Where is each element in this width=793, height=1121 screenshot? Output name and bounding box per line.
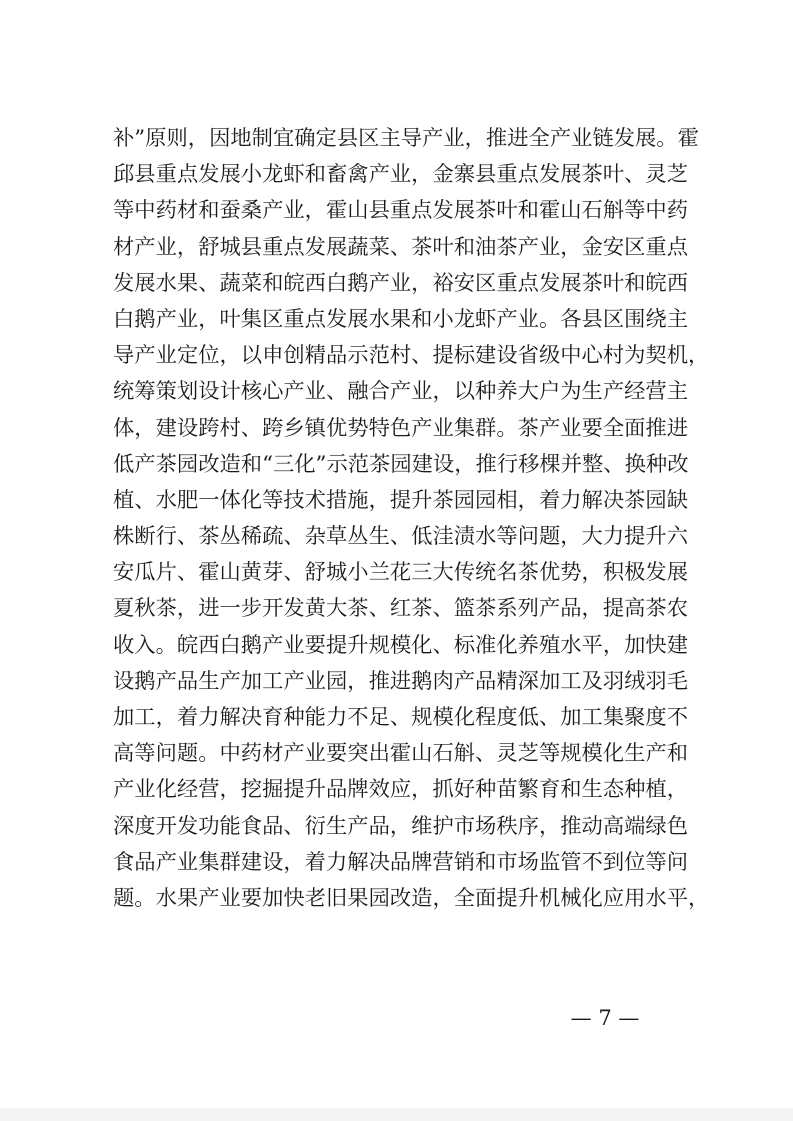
text-line: 体，建设跨村、跨乡镇优势特色产业集群。茶产业要全面推进 [113, 415, 689, 441]
text-line: 补”原则，因地制宜确定县区主导产业，推进全产业链发展。霍 [113, 126, 699, 151]
text-line: 夏秋茶，进一步开发黄大茶、红茶、篮茶系列产品，提高茶农 [113, 596, 689, 622]
body-text [113, 121, 710, 917]
text-line: 设鹅产品生产加工产业园，推进鹅肉产品精深加工及羽绒羽毛 [113, 668, 689, 694]
text-line: 白鹅产业，叶集区重点发展水果和小龙虾产业。各县区围绕主 [113, 306, 689, 332]
text-line: 低产茶园改造和“三化”示范茶园建设，推行移棵并整、换种改 [113, 451, 689, 477]
text-line: 收入。皖西白鹅产业要提升规模化、标准化养殖水平，加快建 [113, 632, 689, 658]
text-line: 题。水果产业要加快老旧果园改造，全面提升机械化应用水平， [113, 885, 710, 911]
text-line: 食品产业集群建设，着力解决品牌营销和市场监管不到位等问 [113, 849, 689, 875]
text-line: 产业化经营，挖掘提升品牌效应，抓好种苗繁育和生态种植， [113, 777, 689, 803]
text-line: 导产业定位，以申创精品示范村、提标建设省级中心村为契机， [113, 343, 710, 369]
scan-bottom-edge [0, 1108, 793, 1121]
text-line: 邱县重点发展小龙虾和畜禽产业，金寨县重点发展茶叶、灵芝 [113, 162, 689, 188]
text-line: 株断行、茶丛稀疏、杂草丛生、低洼渍水等问题，大力提升六 [113, 524, 689, 550]
text-line: 加工，着力解决育种能力不足、规模化程度低、加工集聚度不 [113, 705, 689, 730]
text-line: 安瓜片、霍山黄芽、舒城小兰花三大传统名茶优势，积极发展 [113, 560, 689, 586]
page-number: — 7 — [570, 1006, 640, 1030]
text-line: 深度开发功能食品、衍生产品，维护市场秩序，推动高端绿色 [113, 813, 689, 839]
text-line: 统筹策划设计核心产业、融合产业，以种养大户为生产经营主 [113, 379, 689, 405]
text-line: 材产业，舒城县重点发展蔬菜、茶叶和油茶产业，金安区重点 [113, 234, 689, 260]
text-line: 高等问题。中药材产业要突出霍山石斛、灵芝等规模化生产和 [113, 741, 689, 767]
text-line: 发展水果、蔬菜和皖西白鹅产业，裕安区重点发展茶叶和皖西 [113, 270, 689, 296]
text-line: 植、水肥一体化等技术措施，提升茶园园相，着力解决茶园缺 [113, 487, 689, 513]
text-line: 等中药材和蚕桑产业，霍山县重点发展茶叶和霍山石斛等中药 [113, 198, 689, 224]
